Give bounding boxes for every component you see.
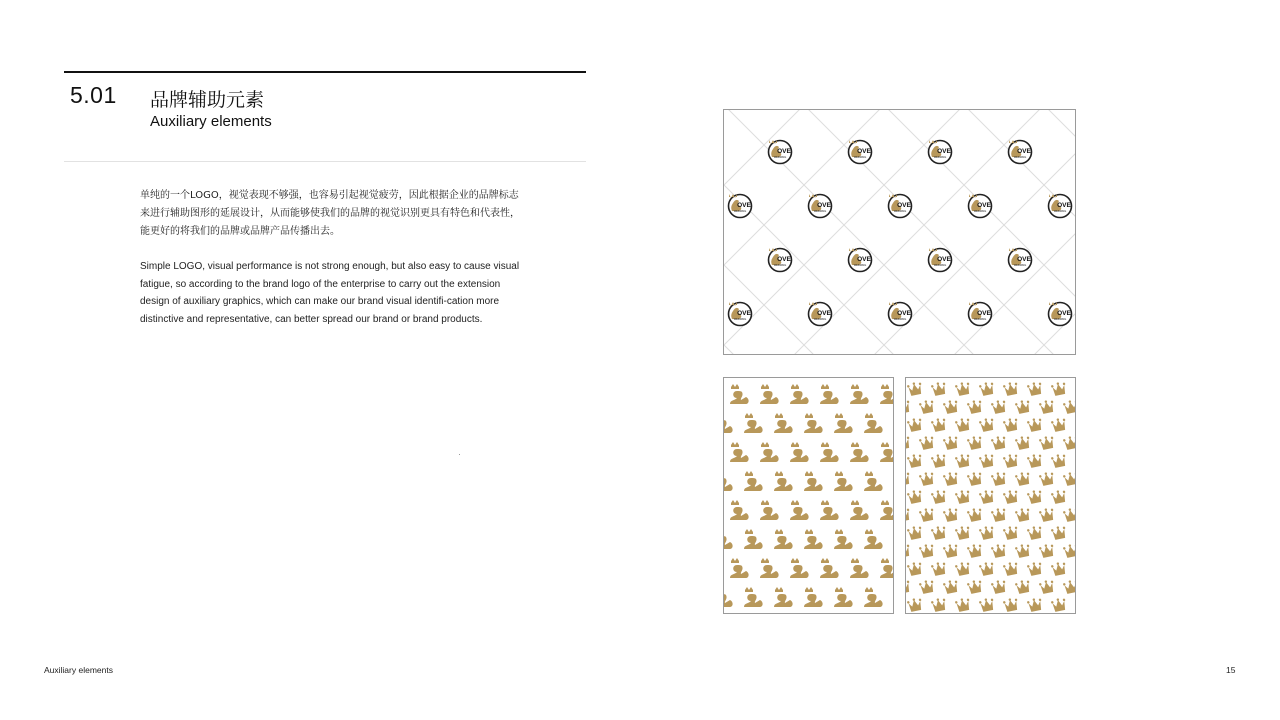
svg-text:OVE: OVE	[1017, 256, 1031, 263]
crown-icon	[1039, 435, 1056, 450]
crown-icon	[1015, 471, 1032, 486]
logo-badge-icon	[769, 248, 792, 272]
swan-icon	[744, 413, 763, 433]
swan-icon	[834, 471, 853, 491]
crown-icon	[906, 471, 911, 486]
swan-icon	[744, 587, 763, 607]
swan-icon	[880, 384, 893, 404]
header-top-rule	[64, 71, 586, 73]
swan-icon	[730, 384, 749, 404]
crown-icon	[1003, 453, 1020, 468]
swan-icon	[774, 587, 793, 607]
svg-text:WEDDING: WEDDING	[933, 156, 947, 159]
crown-icon	[919, 471, 936, 486]
svg-text:WEDDING: WEDDING	[773, 264, 787, 267]
crown-icon	[931, 561, 948, 576]
crown-icon	[991, 579, 1008, 594]
swan-icon	[804, 471, 823, 491]
crown-icon	[991, 399, 1008, 414]
swan-icon	[864, 587, 883, 607]
crown-icon	[967, 399, 984, 414]
crown-icon	[1027, 525, 1044, 540]
crown-icon	[931, 489, 948, 504]
swan-icon	[730, 558, 749, 578]
logo-pattern-panel	[723, 109, 1076, 355]
crown-icon	[979, 453, 996, 468]
decorative-dot	[459, 454, 460, 455]
crown-icon	[1003, 561, 1020, 576]
swan-icon	[850, 558, 869, 578]
crown-icon	[967, 579, 984, 594]
logo-badge-icon	[1009, 140, 1032, 164]
svg-text:WEDDING: WEDDING	[853, 156, 867, 159]
svg-text:WEDDING: WEDDING	[813, 318, 827, 321]
description-chinese: 单纯的一个LOGO，视觉表现不够强，也容易引起视觉疲劳，因此根据企业的品牌标志来进行辅助图形的延展设计，从而能够使我们的品牌的视觉识别更具有特色和代表性，能更好的将我们的品牌或品牌产品传播出去。	[140, 190, 520, 237]
swan-icon	[820, 558, 839, 578]
logo-badge-icon	[889, 194, 912, 218]
logo-badge-icon	[969, 194, 992, 218]
svg-text:OVE: OVE	[857, 256, 871, 263]
swan-icon	[790, 500, 809, 520]
crown-icon	[943, 507, 960, 522]
crown-icon	[1027, 489, 1044, 504]
swan-icon	[850, 442, 869, 462]
svg-text:WEDDING: WEDDING	[1013, 264, 1027, 267]
crown-icon	[943, 543, 960, 558]
logo-badge-icon	[729, 302, 752, 326]
svg-text:WEDDING: WEDDING	[933, 264, 947, 267]
crown-icon	[943, 399, 960, 414]
page-title-english: Auxiliary elements	[150, 113, 272, 130]
swan-icon	[760, 442, 779, 462]
swan-icon	[724, 471, 733, 491]
svg-text:OVE: OVE	[817, 202, 831, 209]
swan-icon	[820, 384, 839, 404]
svg-text:WEDDING: WEDDING	[1053, 318, 1067, 321]
crown-icon	[1063, 579, 1075, 594]
crown-icon	[1003, 597, 1020, 612]
crown-icon	[1015, 507, 1032, 522]
swan-icon	[724, 413, 733, 433]
crown-icon	[907, 381, 924, 396]
logo-badge-icon	[929, 140, 952, 164]
crown-icon	[955, 597, 972, 612]
crown-pattern-panel	[905, 377, 1076, 614]
logo-badge-icon	[729, 194, 752, 218]
header-divider	[64, 161, 586, 162]
swan-icon	[744, 471, 763, 491]
swan-icon	[760, 500, 779, 520]
description-english: Simple LOGO, visual performance is not strong enough, but also easy to cause visual fatigue, so according to the brand logo of the enterprise to carry out the extension design of auxiliary graphics, which can make our brand visual identifi-cation more distinctive and representative, can better spread our brand or brand products.	[140, 261, 520, 325]
svg-text:WEDDING: WEDDING	[973, 318, 987, 321]
crown-icon	[1051, 561, 1068, 576]
crown-icon	[919, 435, 936, 450]
crown-icon	[931, 453, 948, 468]
svg-text:WEDDING: WEDDING	[893, 318, 907, 321]
crown-icon	[991, 543, 1008, 558]
crown-icon	[919, 543, 936, 558]
logo-badge-icon	[1049, 194, 1072, 218]
swan-icon	[880, 442, 893, 462]
crown-icon	[1051, 381, 1068, 396]
svg-text:WEDDING: WEDDING	[1013, 156, 1027, 159]
crown-icon	[1063, 399, 1075, 414]
crown-icon	[1039, 399, 1056, 414]
svg-text:OVE: OVE	[937, 256, 951, 263]
swan-icon	[760, 384, 779, 404]
crown-icon	[1015, 399, 1032, 414]
crown-icon	[919, 579, 936, 594]
swan-icon	[790, 384, 809, 404]
crown-icon	[991, 471, 1008, 486]
logo-badge-icon	[809, 194, 832, 218]
crown-icon	[1003, 525, 1020, 540]
crown-icon	[1039, 543, 1056, 558]
swan-icon	[820, 500, 839, 520]
svg-text:WEDDING: WEDDING	[1053, 210, 1067, 213]
svg-text:WEDDING: WEDDING	[893, 210, 907, 213]
crown-icon	[906, 507, 911, 522]
crown-icon	[943, 471, 960, 486]
crown-icon	[931, 597, 948, 612]
logo-badge-icon	[1049, 302, 1072, 326]
logo-badge-icon	[769, 140, 792, 164]
crown-icon	[1063, 435, 1075, 450]
footer-section-label: Auxiliary elements	[44, 665, 113, 675]
crown-icon	[967, 543, 984, 558]
svg-text:OVE: OVE	[977, 310, 991, 317]
swan-icon	[864, 413, 883, 433]
crown-icon	[931, 525, 948, 540]
crown-icon	[1051, 453, 1068, 468]
crown-icon	[1039, 471, 1056, 486]
crown-icon	[906, 579, 911, 594]
swan-icon	[834, 413, 853, 433]
crown-icon	[1015, 543, 1032, 558]
crown-icon	[1027, 417, 1044, 432]
crown-icon	[906, 399, 911, 414]
svg-text:WEDDING: WEDDING	[733, 318, 747, 321]
svg-text:OVE: OVE	[937, 148, 951, 155]
crown-icon	[979, 597, 996, 612]
swan-icon	[804, 529, 823, 549]
crown-icon	[1003, 381, 1020, 396]
crown-pattern-graphic	[906, 378, 1075, 613]
swan-icon	[744, 529, 763, 549]
crown-icon	[1063, 507, 1075, 522]
crown-icon	[906, 543, 911, 558]
page-title-chinese: 品牌辅助元素	[150, 89, 265, 111]
crown-icon	[907, 525, 924, 540]
logo-badge-icon	[889, 302, 912, 326]
crown-icon	[1027, 453, 1044, 468]
svg-text:OVE: OVE	[737, 310, 751, 317]
swan-icon	[774, 529, 793, 549]
crown-icon	[1051, 525, 1068, 540]
svg-text:WEDDING: WEDDING	[773, 156, 787, 159]
crown-icon	[1015, 579, 1032, 594]
crown-icon	[967, 435, 984, 450]
crown-icon	[991, 435, 1008, 450]
crown-icon	[979, 489, 996, 504]
crown-icon	[1027, 381, 1044, 396]
swan-icon	[880, 558, 893, 578]
section-number: 5.01	[70, 82, 117, 108]
crown-icon	[979, 381, 996, 396]
svg-text:WEDDING: WEDDING	[813, 210, 827, 213]
page-number: 15	[1226, 665, 1236, 675]
crown-icon	[907, 597, 924, 612]
crown-icon	[907, 453, 924, 468]
swan-icon	[730, 442, 749, 462]
svg-text:OVE: OVE	[817, 310, 831, 317]
swan-icon	[820, 442, 839, 462]
crown-icon	[955, 489, 972, 504]
crown-icon	[955, 417, 972, 432]
crown-icon	[955, 381, 972, 396]
crown-icon	[931, 381, 948, 396]
crown-icon	[979, 525, 996, 540]
crown-icon	[1015, 435, 1032, 450]
svg-text:OVE: OVE	[897, 202, 911, 209]
svg-text:WEDDING: WEDDING	[853, 264, 867, 267]
crown-icon	[979, 561, 996, 576]
swan-icon	[790, 558, 809, 578]
crown-icon	[943, 435, 960, 450]
swan-icon	[850, 384, 869, 404]
crown-icon	[967, 471, 984, 486]
swan-icon	[760, 558, 779, 578]
swan-icon	[850, 500, 869, 520]
swan-icon	[774, 413, 793, 433]
crown-icon	[991, 507, 1008, 522]
logo-pattern-graphic	[724, 110, 1075, 354]
crown-icon	[955, 561, 972, 576]
crown-icon	[955, 525, 972, 540]
logo-badge-icon	[809, 302, 832, 326]
crown-icon	[906, 435, 911, 450]
swan-icon	[834, 529, 853, 549]
swan-pattern-panel	[723, 377, 894, 614]
svg-text:OVE: OVE	[857, 148, 871, 155]
crown-icon	[907, 561, 924, 576]
swan-icon	[864, 529, 883, 549]
logo-badge-icon	[849, 140, 872, 164]
swan-icon	[774, 471, 793, 491]
swan-icon	[880, 500, 893, 520]
svg-text:OVE: OVE	[737, 202, 751, 209]
swan-icon	[790, 442, 809, 462]
crown-icon	[907, 417, 924, 432]
svg-text:WEDDING: WEDDING	[733, 210, 747, 213]
crown-icon	[1027, 561, 1044, 576]
crown-icon	[1051, 597, 1068, 612]
crown-icon	[1003, 417, 1020, 432]
crown-icon	[955, 453, 972, 468]
swan-icon	[730, 500, 749, 520]
crown-icon	[1003, 489, 1020, 504]
swan-icon	[804, 413, 823, 433]
crown-icon	[919, 507, 936, 522]
crown-icon	[1063, 543, 1075, 558]
logo-badge-icon	[849, 248, 872, 272]
logo-badge-icon	[969, 302, 992, 326]
logo-badge-icon	[929, 248, 952, 272]
crown-icon	[1027, 597, 1044, 612]
crown-icon	[1039, 507, 1056, 522]
crown-icon	[1051, 489, 1068, 504]
crown-icon	[967, 507, 984, 522]
svg-text:OVE: OVE	[897, 310, 911, 317]
svg-text:OVE: OVE	[1057, 202, 1071, 209]
swan-icon	[724, 529, 733, 549]
svg-text:OVE: OVE	[1057, 310, 1071, 317]
logo-badge-icon	[1009, 248, 1032, 272]
swan-icon	[834, 587, 853, 607]
crown-icon	[931, 417, 948, 432]
crown-icon	[943, 579, 960, 594]
crown-icon	[1051, 417, 1068, 432]
crown-icon	[979, 417, 996, 432]
crown-icon	[907, 489, 924, 504]
crown-icon	[1039, 579, 1056, 594]
svg-text:OVE: OVE	[777, 256, 791, 263]
swan-icon	[724, 587, 733, 607]
svg-text:WEDDING: WEDDING	[973, 210, 987, 213]
crown-icon	[919, 399, 936, 414]
svg-text:OVE: OVE	[977, 202, 991, 209]
swan-pattern-graphic	[724, 378, 893, 613]
svg-text:OVE: OVE	[1017, 148, 1031, 155]
svg-text:OVE: OVE	[777, 148, 791, 155]
crown-icon	[1063, 471, 1075, 486]
swan-icon	[804, 587, 823, 607]
swan-icon	[864, 471, 883, 491]
